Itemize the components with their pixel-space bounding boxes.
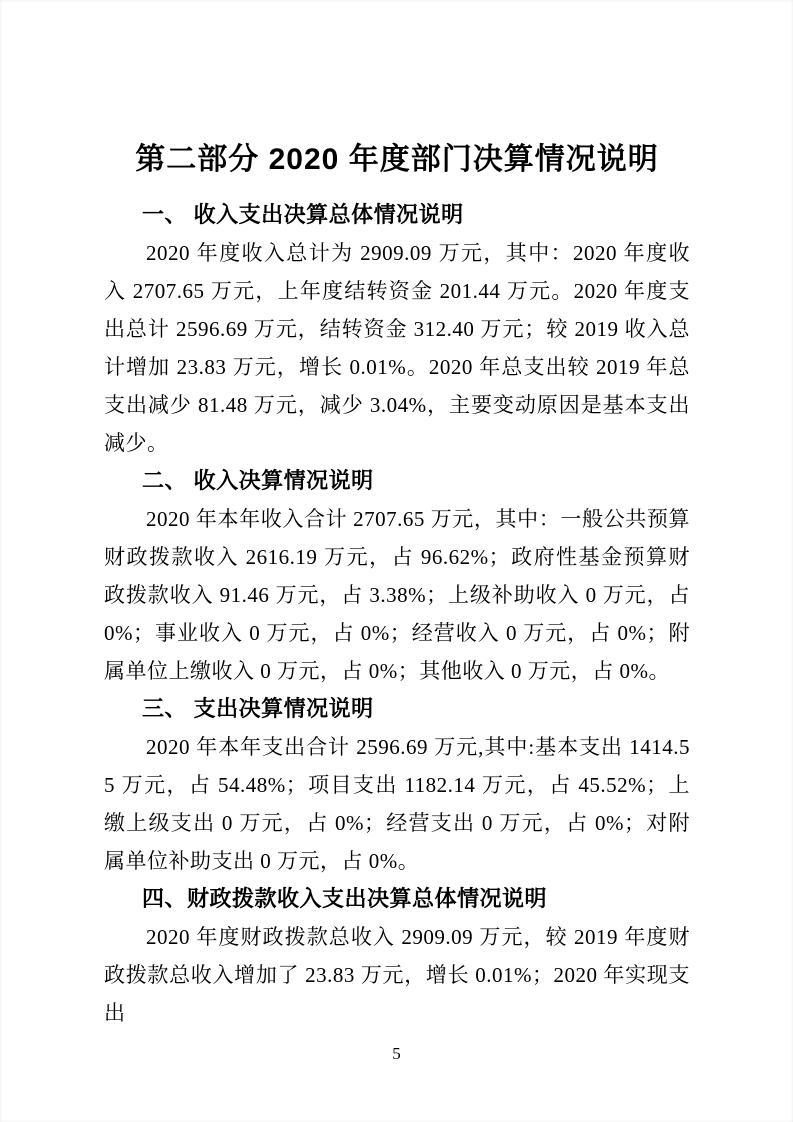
section-heading-4: 四、财政拨款收入支出决算总体情况说明 — [142, 886, 548, 911]
section-heading-1: 一、 收入支出决算总体情况说明 — [142, 202, 464, 227]
document-content — [104, 136, 690, 1032]
section-paragraph-1: 2020 年度收入总计为 2909.09 万元，其中：2020 年度收入 2707.65 万元，上年度结转资金 201.44 万元。2020 年度支出总计 2596.69 万元，结转资金 312.40 万元；较 2019 收入总计增加 23.83 万元，增长 0.01%。2020 年总支出较 2019 年总支出减少 81.48 万元，减少 3.04%，主要变动原因是基本支出减少。 — [104, 241, 690, 455]
section-paragraph-2: 2020 年本年收入合计 2707.65 万元，其中：一般公共预算财政拨款收入 2616.19 万元，占 96.62%；政府性基金预算财政拨款收入 91.46 万元，占 3.38%；上级补助收入 0 万元，占 0%；事业收入 0 万元，占 0%；经营收入 0 万元，占 0%；附属单位上缴收入 0 万元，占 0%；其他收入 0 万元，占 0%。 — [104, 507, 690, 683]
page-title: 第二部分 2020 年度部门决算情况说明 — [135, 143, 659, 176]
section-income-details — [104, 462, 690, 690]
section-fiscal-appropriation-overview — [104, 880, 690, 1032]
section-heading-3: 三、 支出决算情况说明 — [142, 696, 374, 721]
page-number: 5 — [392, 1044, 401, 1063]
section-heading-2: 二、 收入决算情况说明 — [142, 468, 374, 493]
section-paragraph-3: 2020 年本年支出合计 2596.69 万元,其中:基本支出 1414.55 万元，占 54.48%；项目支出 1182.14 万元，占 45.52%；上缴上级支出 0 万元，占 0%；经营支出 0 万元，占 0%；对附属单位补助支出 0 万元，占 0%。 — [104, 735, 690, 873]
section-paragraph-4: 2020 年度财政拨款总收入 2909.09 万元，较 2019 年度财政拨款总收入增加了 23.83 万元，增长 0.01%；2020 年实现支出 — [104, 925, 690, 1025]
section-income-expenditure-overview — [104, 196, 690, 462]
section-expenditure-details — [104, 690, 690, 880]
